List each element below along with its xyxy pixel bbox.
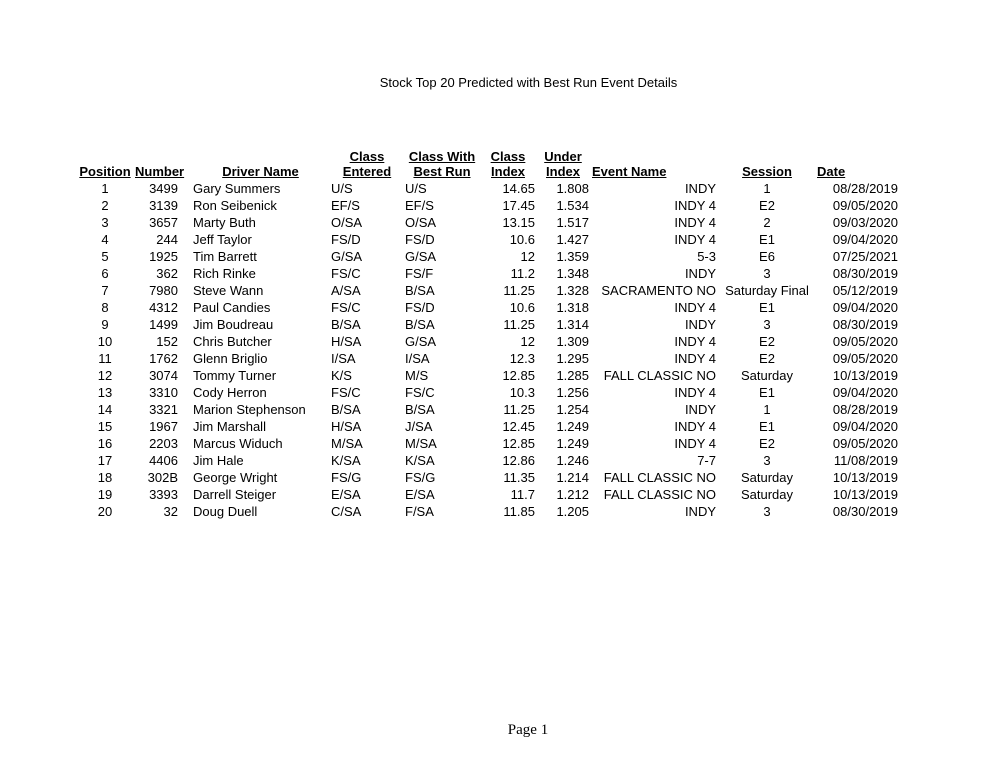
cell-position: 2 (101, 198, 109, 213)
cell-class-index: 10.6 (509, 300, 535, 315)
cell-number: 32 (163, 504, 178, 519)
cell-driver: Paul Candies (193, 300, 271, 315)
cell-class-index: 10.6 (509, 232, 535, 247)
cell-number: 1925 (149, 249, 178, 264)
cell-number: 4406 (149, 453, 178, 468)
cell-event: INDY 4 (674, 300, 716, 315)
cell-class-index: 12.86 (502, 453, 535, 468)
cell-under-index: 1.285 (556, 368, 589, 383)
cell-class-best: FS/G (405, 470, 436, 485)
cell-session: E1 (759, 300, 775, 315)
cell-event: FALL CLASSIC NO (603, 470, 716, 485)
column-header-class-entered (330, 149, 404, 179)
cell-driver: Tim Barrett (193, 249, 257, 264)
cell-event: INDY 4 (674, 419, 716, 434)
column-header-driver: Driver Name (222, 164, 299, 179)
cell-date: 08/28/2019 (832, 402, 898, 417)
cell-date: 10/13/2019 (832, 470, 898, 485)
cell-class-index: 10.3 (509, 385, 535, 400)
cell-class-index: 11.7 (510, 487, 535, 502)
cell-session: Saturday Final (725, 283, 809, 298)
cell-session: E1 (759, 419, 775, 434)
cell-session: 3 (763, 504, 771, 519)
cell-driver: Cody Herron (193, 385, 267, 400)
cell-session: E1 (759, 232, 775, 247)
cell-event: INDY 4 (674, 232, 716, 247)
cell-number: 3074 (149, 368, 178, 383)
cell-position: 4 (101, 232, 109, 247)
cell-class-entered: O/SA (331, 215, 363, 230)
cell-under-index: 1.427 (556, 232, 589, 247)
cell-class-index: 13.15 (502, 215, 535, 230)
cell-event: FALL CLASSIC NO (603, 487, 716, 502)
cell-number: 3310 (149, 385, 178, 400)
cell-class-best: EF/S (405, 198, 434, 213)
cell-date: 08/30/2019 (832, 317, 898, 332)
cell-under-index: 1.249 (556, 419, 589, 434)
column-header-position: Position (79, 164, 131, 179)
column-header-under-index (541, 149, 585, 179)
cell-number: 2203 (149, 436, 178, 451)
column-header-line: Class (490, 149, 526, 164)
cell-number: 1762 (149, 351, 178, 366)
cell-class-entered: FS/D (331, 232, 361, 247)
cell-under-index: 1.205 (556, 504, 589, 519)
cell-driver: Glenn Briglio (193, 351, 268, 366)
cell-number: 362 (156, 266, 178, 281)
cell-position: 1 (101, 181, 109, 196)
column-header-line: Entered (342, 164, 392, 179)
cell-class-entered: FS/C (331, 266, 361, 281)
cell-class-best: B/SA (405, 283, 435, 298)
cell-driver: Doug Duell (193, 504, 258, 519)
cell-number: 7980 (149, 283, 178, 298)
cell-date: 07/25/2021 (832, 249, 898, 264)
cell-date: 08/30/2019 (832, 266, 898, 281)
cell-driver: Darrell Steiger (193, 487, 277, 502)
cell-driver: Marty Buth (193, 215, 256, 230)
cell-session: E6 (759, 249, 775, 264)
cell-under-index: 1.214 (556, 470, 589, 485)
cell-class-index: 14.65 (502, 181, 535, 196)
cell-position: 18 (97, 470, 113, 485)
cell-position: 14 (97, 402, 113, 417)
cell-driver: Tommy Turner (193, 368, 277, 383)
cell-under-index: 1.254 (556, 402, 589, 417)
cell-position: 6 (101, 266, 109, 281)
column-header-class-best (404, 149, 480, 179)
cell-session: E2 (759, 198, 775, 213)
cell-class-best: M/S (405, 368, 429, 383)
cell-position: 5 (101, 249, 109, 264)
cell-class-entered: H/SA (331, 419, 362, 434)
cell-session: E1 (759, 385, 775, 400)
column-header-line: Index (491, 164, 525, 179)
cell-position: 10 (97, 334, 113, 349)
cell-event: INDY 4 (674, 334, 716, 349)
cell-class-index: 11.25 (503, 317, 535, 332)
cell-number: 3321 (149, 402, 178, 417)
column-header-line: Under (544, 149, 582, 164)
cell-class-entered: K/S (331, 368, 352, 383)
cell-driver: Jeff Taylor (193, 232, 252, 247)
cell-event: INDY 4 (674, 351, 716, 366)
cell-number: 4312 (149, 300, 178, 315)
cell-event: INDY (684, 402, 716, 417)
cell-driver: Steve Wann (193, 283, 264, 298)
report-title: Stock Top 20 Predicted with Best Run Event Details (379, 75, 678, 90)
cell-date: 09/03/2020 (832, 215, 898, 230)
cell-driver: Gary Summers (193, 181, 281, 196)
column-header-line: Best Run (413, 164, 471, 179)
cell-session: 3 (763, 317, 771, 332)
cell-under-index: 1.314 (556, 317, 589, 332)
cell-class-best: G/SA (405, 334, 437, 349)
cell-position: 11 (98, 351, 112, 366)
cell-date: 10/13/2019 (832, 368, 898, 383)
cell-under-index: 1.246 (556, 453, 589, 468)
cell-under-index: 1.359 (556, 249, 589, 264)
cell-date: 05/12/2019 (832, 283, 898, 298)
column-header-line: Class (349, 149, 385, 164)
cell-class-best: FS/D (405, 232, 435, 247)
cell-class-best: I/SA (405, 351, 430, 366)
cell-class-entered: EF/S (331, 198, 360, 213)
column-header-number: Number (135, 164, 185, 179)
cell-event: 7-7 (697, 453, 716, 468)
cell-date: 09/04/2020 (832, 419, 898, 434)
cell-session: E2 (759, 334, 775, 349)
cell-event: 5-3 (697, 249, 716, 264)
cell-class-entered: K/SA (331, 453, 361, 468)
cell-driver: Jim Boudreau (193, 317, 274, 332)
cell-position: 15 (97, 419, 113, 434)
cell-class-entered: B/SA (331, 317, 361, 332)
cell-event: SACRAMENTO NO (601, 283, 716, 298)
cell-number: 1967 (149, 419, 178, 434)
cell-class-best: B/SA (405, 402, 435, 417)
cell-under-index: 1.309 (556, 334, 589, 349)
cell-under-index: 1.212 (556, 487, 589, 502)
cell-event: INDY (684, 504, 716, 519)
cell-date: 11/08/2019 (833, 453, 898, 468)
cell-position: 8 (101, 300, 109, 315)
cell-class-index: 11.25 (503, 283, 535, 298)
cell-position: 20 (97, 504, 113, 519)
cell-number: 3657 (149, 215, 178, 230)
page-number: Page 1 (507, 722, 549, 738)
cell-event: INDY 4 (674, 385, 716, 400)
column-header-event: Event Name (592, 164, 667, 179)
cell-class-index: 12.3 (509, 351, 535, 366)
cell-position: 9 (101, 317, 109, 332)
cell-date: 09/04/2020 (832, 385, 898, 400)
cell-event: INDY 4 (674, 215, 716, 230)
cell-class-index: 12 (520, 249, 535, 264)
cell-event: INDY (684, 181, 716, 196)
cell-position: 19 (97, 487, 113, 502)
cell-event: FALL CLASSIC NO (603, 368, 716, 383)
cell-session: 3 (763, 266, 771, 281)
cell-class-entered: U/S (331, 181, 353, 196)
cell-under-index: 1.318 (556, 300, 589, 315)
cell-class-best: FS/F (405, 266, 434, 281)
cell-session: 3 (763, 453, 771, 468)
cell-event: INDY 4 (674, 436, 716, 451)
cell-session: 1 (763, 181, 771, 196)
cell-class-entered: FS/C (331, 385, 361, 400)
cell-date: 10/13/2019 (832, 487, 898, 502)
cell-position: 7 (101, 283, 109, 298)
cell-under-index: 1.808 (556, 181, 589, 196)
cell-position: 17 (97, 453, 113, 468)
cell-under-index: 1.534 (556, 198, 589, 213)
cell-number: 1499 (149, 317, 178, 332)
cell-position: 13 (97, 385, 113, 400)
cell-class-entered: E/SA (331, 487, 361, 502)
cell-class-index: 11.2 (510, 266, 535, 281)
cell-class-entered: I/SA (331, 351, 356, 366)
cell-number: 3139 (149, 198, 178, 213)
cell-driver: Marion Stephenson (193, 402, 306, 417)
cell-driver: George Wright (193, 470, 278, 485)
column-header-line: Index (546, 164, 580, 179)
cell-class-best: G/SA (405, 249, 437, 264)
cell-class-entered: M/SA (331, 436, 363, 451)
cell-date: 09/04/2020 (832, 232, 898, 247)
cell-class-entered: A/SA (331, 283, 361, 298)
cell-under-index: 1.328 (556, 283, 589, 298)
cell-event: INDY (684, 266, 716, 281)
cell-class-entered: FS/G (331, 470, 362, 485)
cell-date: 08/30/2019 (832, 504, 898, 519)
cell-class-entered: H/SA (331, 334, 362, 349)
cell-date: 09/05/2020 (832, 334, 898, 349)
column-header-class-index (486, 149, 530, 179)
cell-class-entered: FS/C (331, 300, 361, 315)
cell-under-index: 1.249 (556, 436, 589, 451)
cell-position: 12 (97, 368, 113, 383)
cell-event: INDY (684, 317, 716, 332)
cell-driver: Jim Marshall (193, 419, 266, 434)
cell-number: 3499 (149, 181, 178, 196)
cell-class-index: 12 (520, 334, 535, 349)
cell-class-entered: C/SA (331, 504, 362, 519)
cell-class-index: 12.45 (502, 419, 535, 434)
column-header-line: Class With (408, 149, 476, 164)
cell-class-best: E/SA (405, 487, 435, 502)
cell-class-index: 11.85 (503, 504, 535, 519)
cell-number: 152 (156, 334, 178, 349)
cell-session: Saturday (740, 487, 794, 502)
cell-date: 09/05/2020 (832, 351, 898, 366)
cell-date: 09/05/2020 (832, 198, 898, 213)
cell-driver: Marcus Widuch (193, 436, 283, 451)
cell-driver: Chris Butcher (193, 334, 272, 349)
cell-session: Saturday (740, 470, 794, 485)
cell-under-index: 1.348 (556, 266, 589, 281)
cell-class-best: B/SA (405, 317, 435, 332)
cell-under-index: 1.256 (556, 385, 589, 400)
cell-session: E2 (759, 436, 775, 451)
column-header-session: Session (742, 164, 792, 179)
cell-class-best: J/SA (405, 419, 433, 434)
cell-class-entered: B/SA (331, 402, 361, 417)
cell-class-index: 12.85 (502, 368, 535, 383)
cell-number: 302B (147, 470, 178, 485)
cell-session: 1 (763, 402, 771, 417)
cell-class-best: FS/C (405, 385, 435, 400)
cell-class-index: 11.35 (503, 470, 535, 485)
cell-class-best: F/SA (405, 504, 434, 519)
cell-class-index: 12.85 (502, 436, 535, 451)
cell-position: 16 (97, 436, 113, 451)
cell-date: 08/28/2019 (832, 181, 898, 196)
cell-date: 09/05/2020 (832, 436, 898, 451)
cell-date: 09/04/2020 (832, 300, 898, 315)
cell-driver: Rich Rinke (193, 266, 256, 281)
cell-class-index: 11.25 (503, 402, 535, 417)
cell-session: Saturday (740, 368, 794, 383)
cell-number: 3393 (149, 487, 178, 502)
cell-session: E2 (759, 351, 775, 366)
cell-class-best: K/SA (405, 453, 435, 468)
cell-driver: Jim Hale (193, 453, 244, 468)
cell-under-index: 1.517 (556, 215, 589, 230)
cell-session: 2 (763, 215, 771, 230)
cell-class-entered: G/SA (331, 249, 363, 264)
cell-class-best: FS/D (405, 300, 435, 315)
cell-class-best: O/SA (405, 215, 437, 230)
column-header-date: Date (817, 164, 846, 179)
cell-class-best: U/S (405, 181, 427, 196)
cell-class-best: M/SA (405, 436, 437, 451)
cell-driver: Ron Seibenick (193, 198, 277, 213)
cell-position: 3 (101, 215, 109, 230)
cell-class-index: 17.45 (502, 198, 535, 213)
cell-under-index: 1.295 (556, 351, 589, 366)
cell-event: INDY 4 (674, 198, 716, 213)
cell-number: 244 (156, 232, 178, 247)
